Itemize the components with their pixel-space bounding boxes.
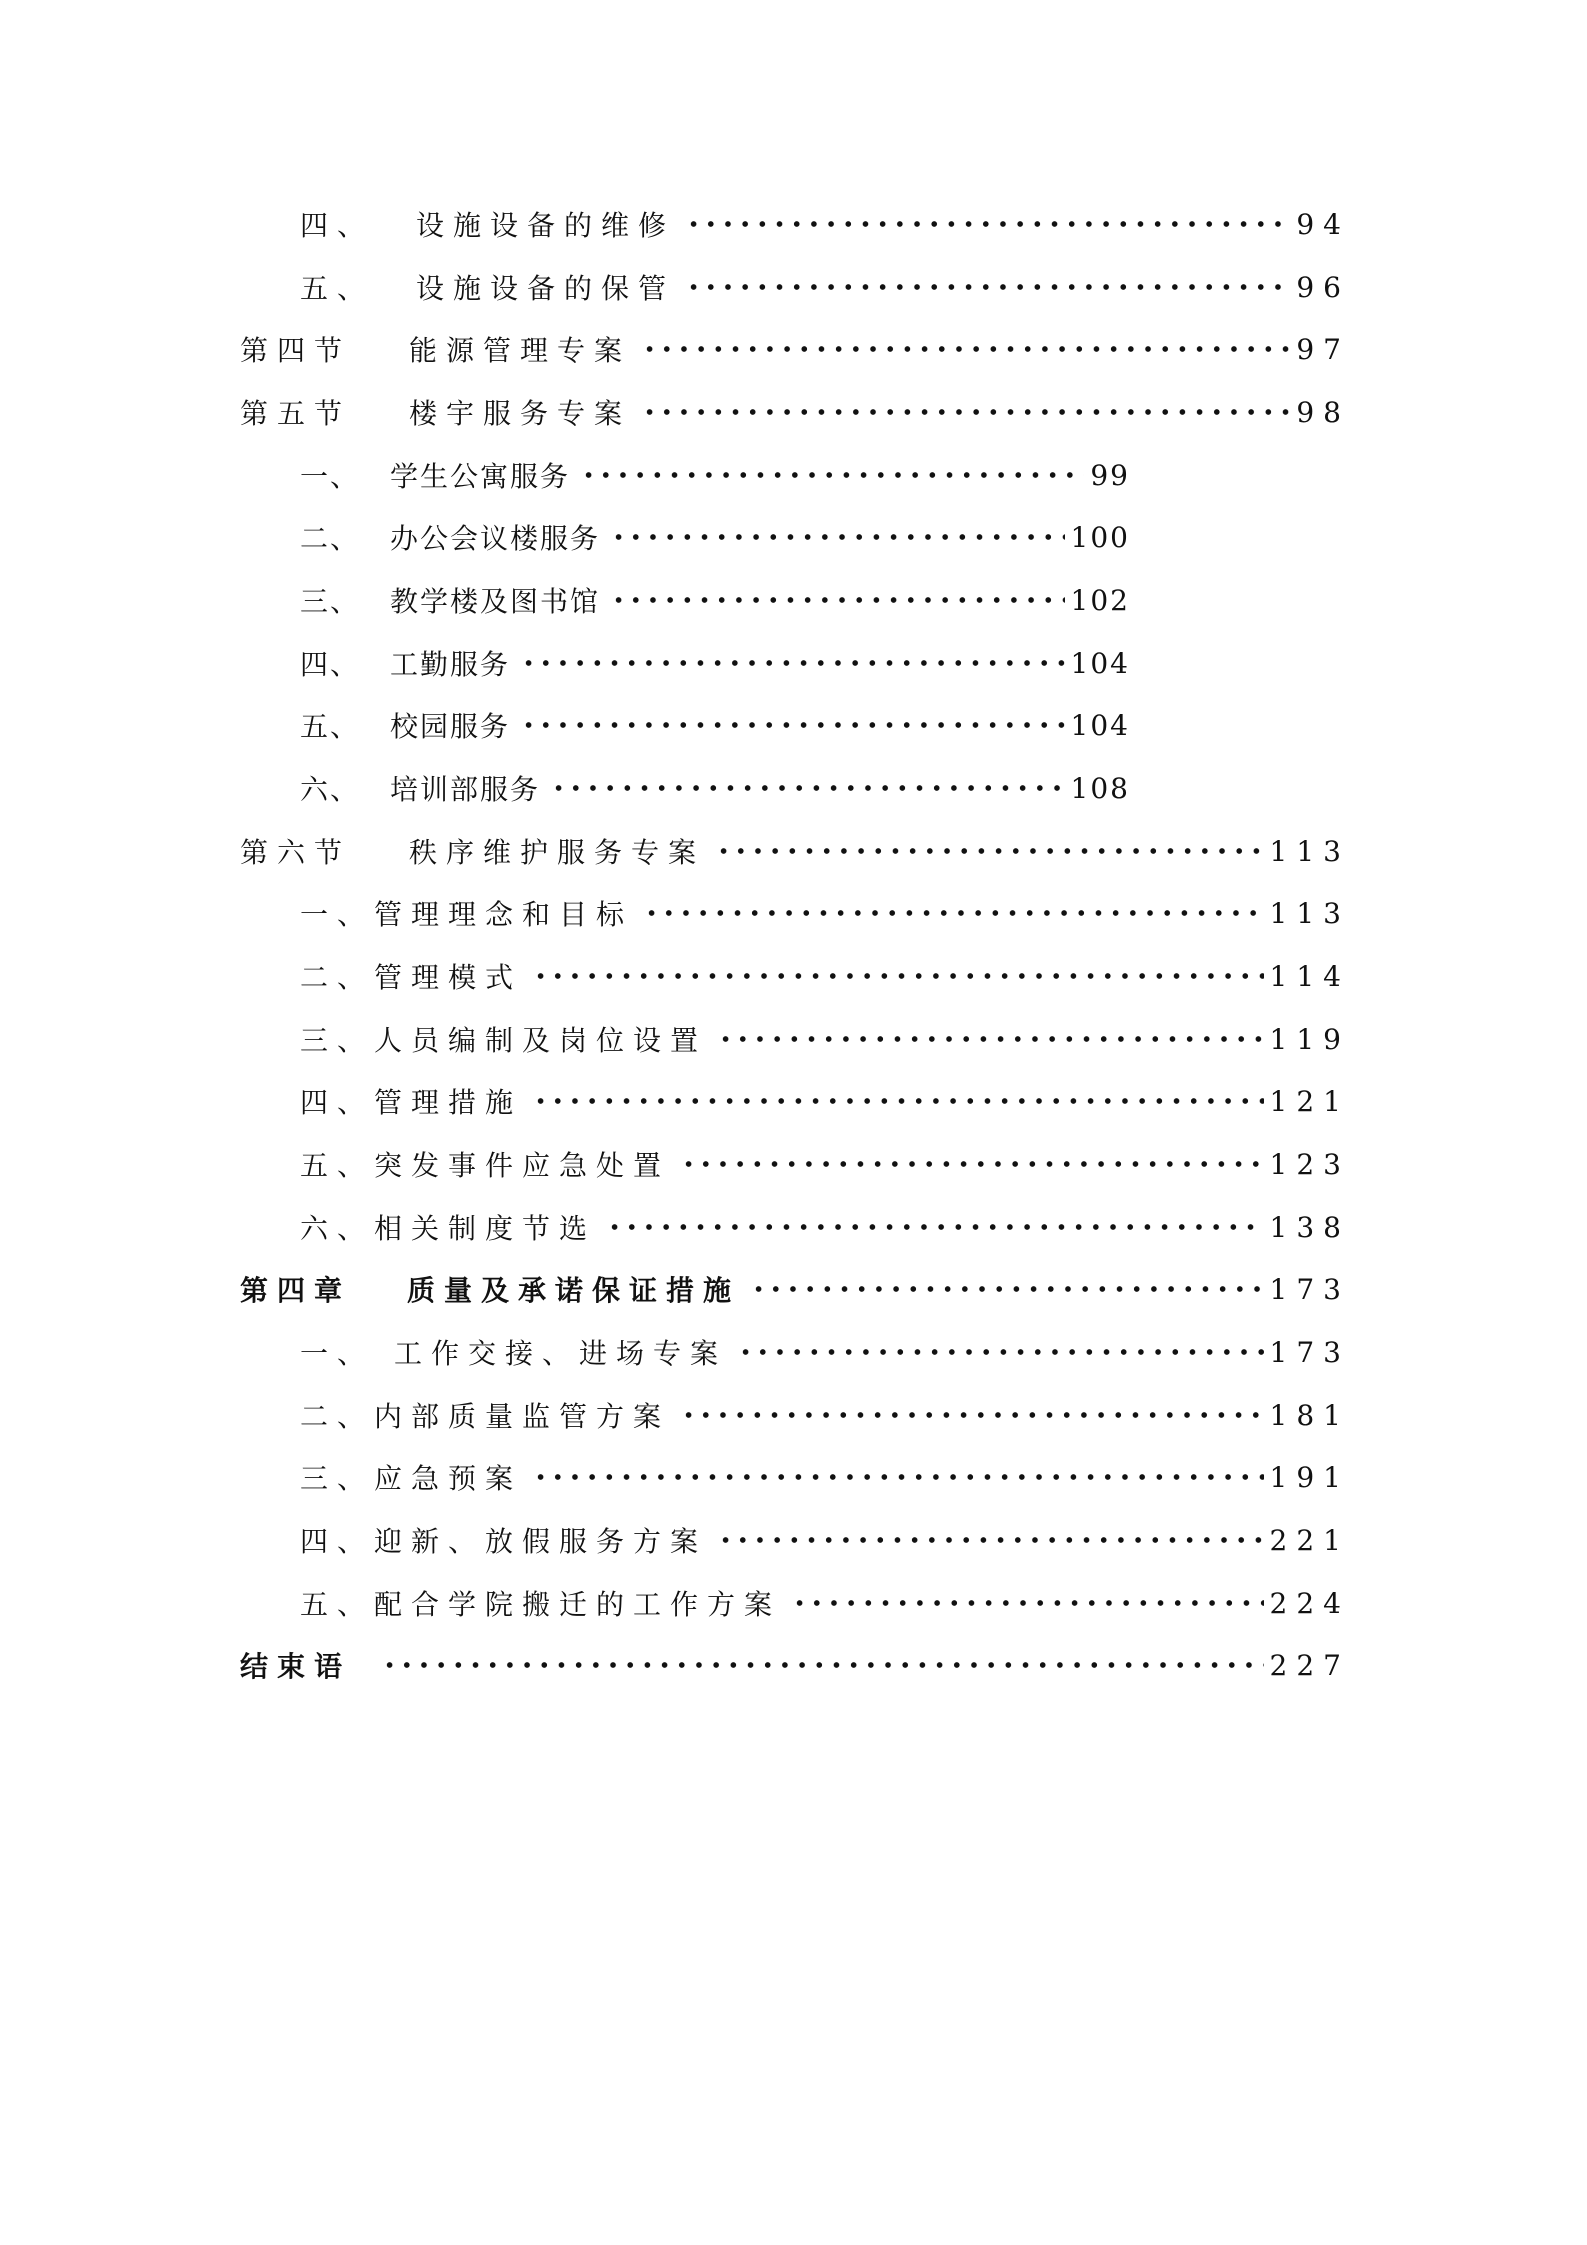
toc-entry-number: 四、	[300, 1086, 375, 1119]
toc-entry-page: 96	[1296, 270, 1350, 304]
toc-leader-dots	[606, 1207, 1264, 1247]
toc-entry-number: 第四章	[240, 1274, 352, 1307]
toc-entry[interactable]	[300, 768, 1130, 808]
toc-entry-page: 119	[1269, 1022, 1350, 1056]
toc-entry-number: 五、	[300, 1588, 375, 1621]
toc-entry-title: 工作交接、进场专案	[394, 1337, 728, 1370]
toc-entry-page: 102	[1070, 583, 1130, 617]
toc-entry-page: 224	[1269, 1586, 1350, 1620]
toc-entry-page: 94	[1296, 207, 1350, 241]
toc-entry-title: 配合学院搬迁的工作方案	[374, 1588, 782, 1621]
toc-entry-page: 99	[1090, 458, 1130, 492]
toc-entry[interactable]	[300, 580, 1130, 620]
toc-entry-page: 227	[1269, 1648, 1350, 1682]
toc-entry-title: 结束语	[240, 1650, 352, 1683]
toc-entry-title: 设施设备的保管	[416, 272, 676, 305]
toc-entry-number: 第五节	[240, 397, 352, 430]
toc-chapter-entry[interactable]	[240, 1269, 1350, 1309]
toc-entry[interactable]	[300, 517, 1130, 557]
toc-entry-title: 工勤服务	[390, 648, 511, 681]
toc-leader-dots	[750, 1269, 1264, 1309]
toc-entry-title: 内部质量监管方案	[374, 1400, 671, 1433]
toc-entry-page: 173	[1269, 1335, 1350, 1369]
toc-leader-dots	[737, 1332, 1264, 1372]
toc-entry-title: 秩序维护服务专案	[409, 836, 706, 869]
toc-entry-title: 管理措施	[374, 1086, 523, 1119]
toc-entry-page: 191	[1269, 1460, 1350, 1494]
toc-entry-number: 五、	[300, 272, 375, 305]
toc-entry[interactable]	[300, 267, 1350, 307]
toc-entry-page: 173	[1269, 1272, 1350, 1306]
toc-leader-dots	[520, 705, 1065, 745]
toc-entry-number: 五、	[300, 710, 361, 743]
toc-entry-number: 四、	[300, 209, 375, 242]
toc-entry-number: 五、	[300, 1149, 375, 1182]
toc-entry-number: 三、	[300, 1462, 375, 1495]
toc-entry[interactable]	[300, 1019, 1350, 1059]
toc-leader-dots	[717, 1520, 1264, 1560]
toc-entry-page: 123	[1269, 1147, 1350, 1181]
toc-entry[interactable]	[240, 329, 1350, 369]
toc-entry-title: 质量及承诺保证措施	[407, 1274, 741, 1307]
toc-entry-title: 相关制度节选	[374, 1212, 597, 1245]
toc-entry[interactable]	[300, 455, 1130, 495]
toc-entry-number: 二、	[300, 522, 361, 555]
toc-entry-number: 四、	[300, 648, 361, 681]
toc-entry[interactable]	[300, 1081, 1350, 1121]
toc-entry-number: 一、	[300, 898, 375, 931]
toc-entry[interactable]	[300, 1457, 1350, 1497]
toc-entry[interactable]	[240, 392, 1350, 432]
toc-leader-dots	[641, 392, 1290, 432]
toc-entry-page: 104	[1070, 708, 1130, 742]
toc-entry[interactable]	[300, 1395, 1350, 1435]
toc-leader-dots	[643, 893, 1264, 933]
toc-leader-dots	[550, 768, 1065, 808]
toc-entry-number: 二、	[300, 961, 375, 994]
toc-entry-number: 六、	[300, 773, 361, 806]
toc-entry-number: 第四节	[240, 334, 352, 367]
toc-leader-dots	[532, 1081, 1264, 1121]
toc-leader-dots	[610, 580, 1065, 620]
toc-entry-title: 办公会议楼服务	[390, 522, 601, 555]
toc-entry[interactable]	[300, 643, 1130, 683]
toc-entry-number: 三、	[300, 1024, 375, 1057]
toc-leader-dots	[381, 1645, 1264, 1685]
toc-entry-title: 管理理念和目标	[374, 898, 634, 931]
toc-entry-number: 二、	[300, 1400, 375, 1433]
toc-entry-page: 114	[1269, 959, 1350, 993]
toc-entry-number: 一、	[300, 1337, 375, 1370]
toc-entry[interactable]	[300, 1332, 1350, 1372]
toc-leader-dots	[580, 455, 1084, 495]
toc-entry[interactable]	[300, 956, 1350, 996]
toc-entry-title: 能源管理专案	[409, 334, 632, 367]
toc-entry-title: 设施设备的维修	[416, 209, 676, 242]
toc-entry[interactable]	[300, 1583, 1350, 1623]
toc-entry-title: 楼宇服务专案	[409, 397, 632, 430]
toc-entry[interactable]	[300, 1207, 1350, 1247]
toc-entry-page: 221	[1269, 1523, 1350, 1557]
toc-entry-title: 校园服务	[390, 710, 511, 743]
toc-entry-page: 98	[1296, 395, 1350, 429]
toc-entry-page: 181	[1269, 1398, 1350, 1432]
toc-entry[interactable]	[300, 893, 1350, 933]
toc-entry-title: 人员编制及岗位设置	[374, 1024, 708, 1057]
toc-entry-title: 学生公寓服务	[390, 460, 571, 493]
toc-leader-dots	[610, 517, 1065, 557]
toc-leader-dots	[680, 1144, 1264, 1184]
toc-leader-dots	[680, 1395, 1264, 1435]
toc-leader-dots	[715, 831, 1264, 871]
toc-leader-dots	[532, 1457, 1264, 1497]
toc-leader-dots	[717, 1019, 1264, 1059]
toc-leader-dots	[685, 267, 1290, 307]
toc-entry-page: 138	[1269, 1210, 1350, 1244]
toc-leader-dots	[532, 956, 1264, 996]
toc-entry-title: 教学楼及图书馆	[390, 585, 601, 618]
toc-entry-page: 121	[1269, 1084, 1350, 1118]
toc-entry-page: 113	[1269, 834, 1350, 868]
toc-leader-dots	[520, 643, 1065, 683]
toc-entry-title: 管理模式	[374, 961, 523, 994]
toc-entry[interactable]	[300, 705, 1130, 745]
toc-entry[interactable]	[300, 204, 1350, 244]
toc-entry[interactable]	[300, 1520, 1350, 1560]
toc-leader-dots	[641, 329, 1290, 369]
toc-leader-dots	[685, 204, 1290, 244]
toc-entry-page: 108	[1070, 771, 1130, 805]
toc-leader-dots	[791, 1583, 1264, 1623]
toc-entry-title: 迎新、放假服务方案	[374, 1525, 708, 1558]
toc-entry-number: 一、	[300, 460, 361, 493]
toc-entry-page: 113	[1269, 896, 1350, 930]
toc-entry-page: 100	[1070, 520, 1130, 554]
toc-entry[interactable]	[240, 831, 1350, 871]
toc-entry-number: 第六节	[240, 836, 352, 869]
toc-entry-number: 三、	[300, 585, 361, 618]
toc-entry-number: 四、	[300, 1525, 375, 1558]
toc-entry-title: 突发事件应急处置	[374, 1149, 671, 1182]
toc-entry[interactable]	[300, 1144, 1350, 1184]
toc-entry-title: 应急预案	[374, 1462, 523, 1495]
toc-entry-page: 97	[1296, 332, 1350, 366]
toc-entry-number: 六、	[300, 1212, 375, 1245]
toc-entry-page: 104	[1070, 646, 1130, 680]
toc-entry-title: 培训部服务	[390, 773, 541, 806]
toc-chapter-entry[interactable]	[240, 1645, 1350, 1685]
